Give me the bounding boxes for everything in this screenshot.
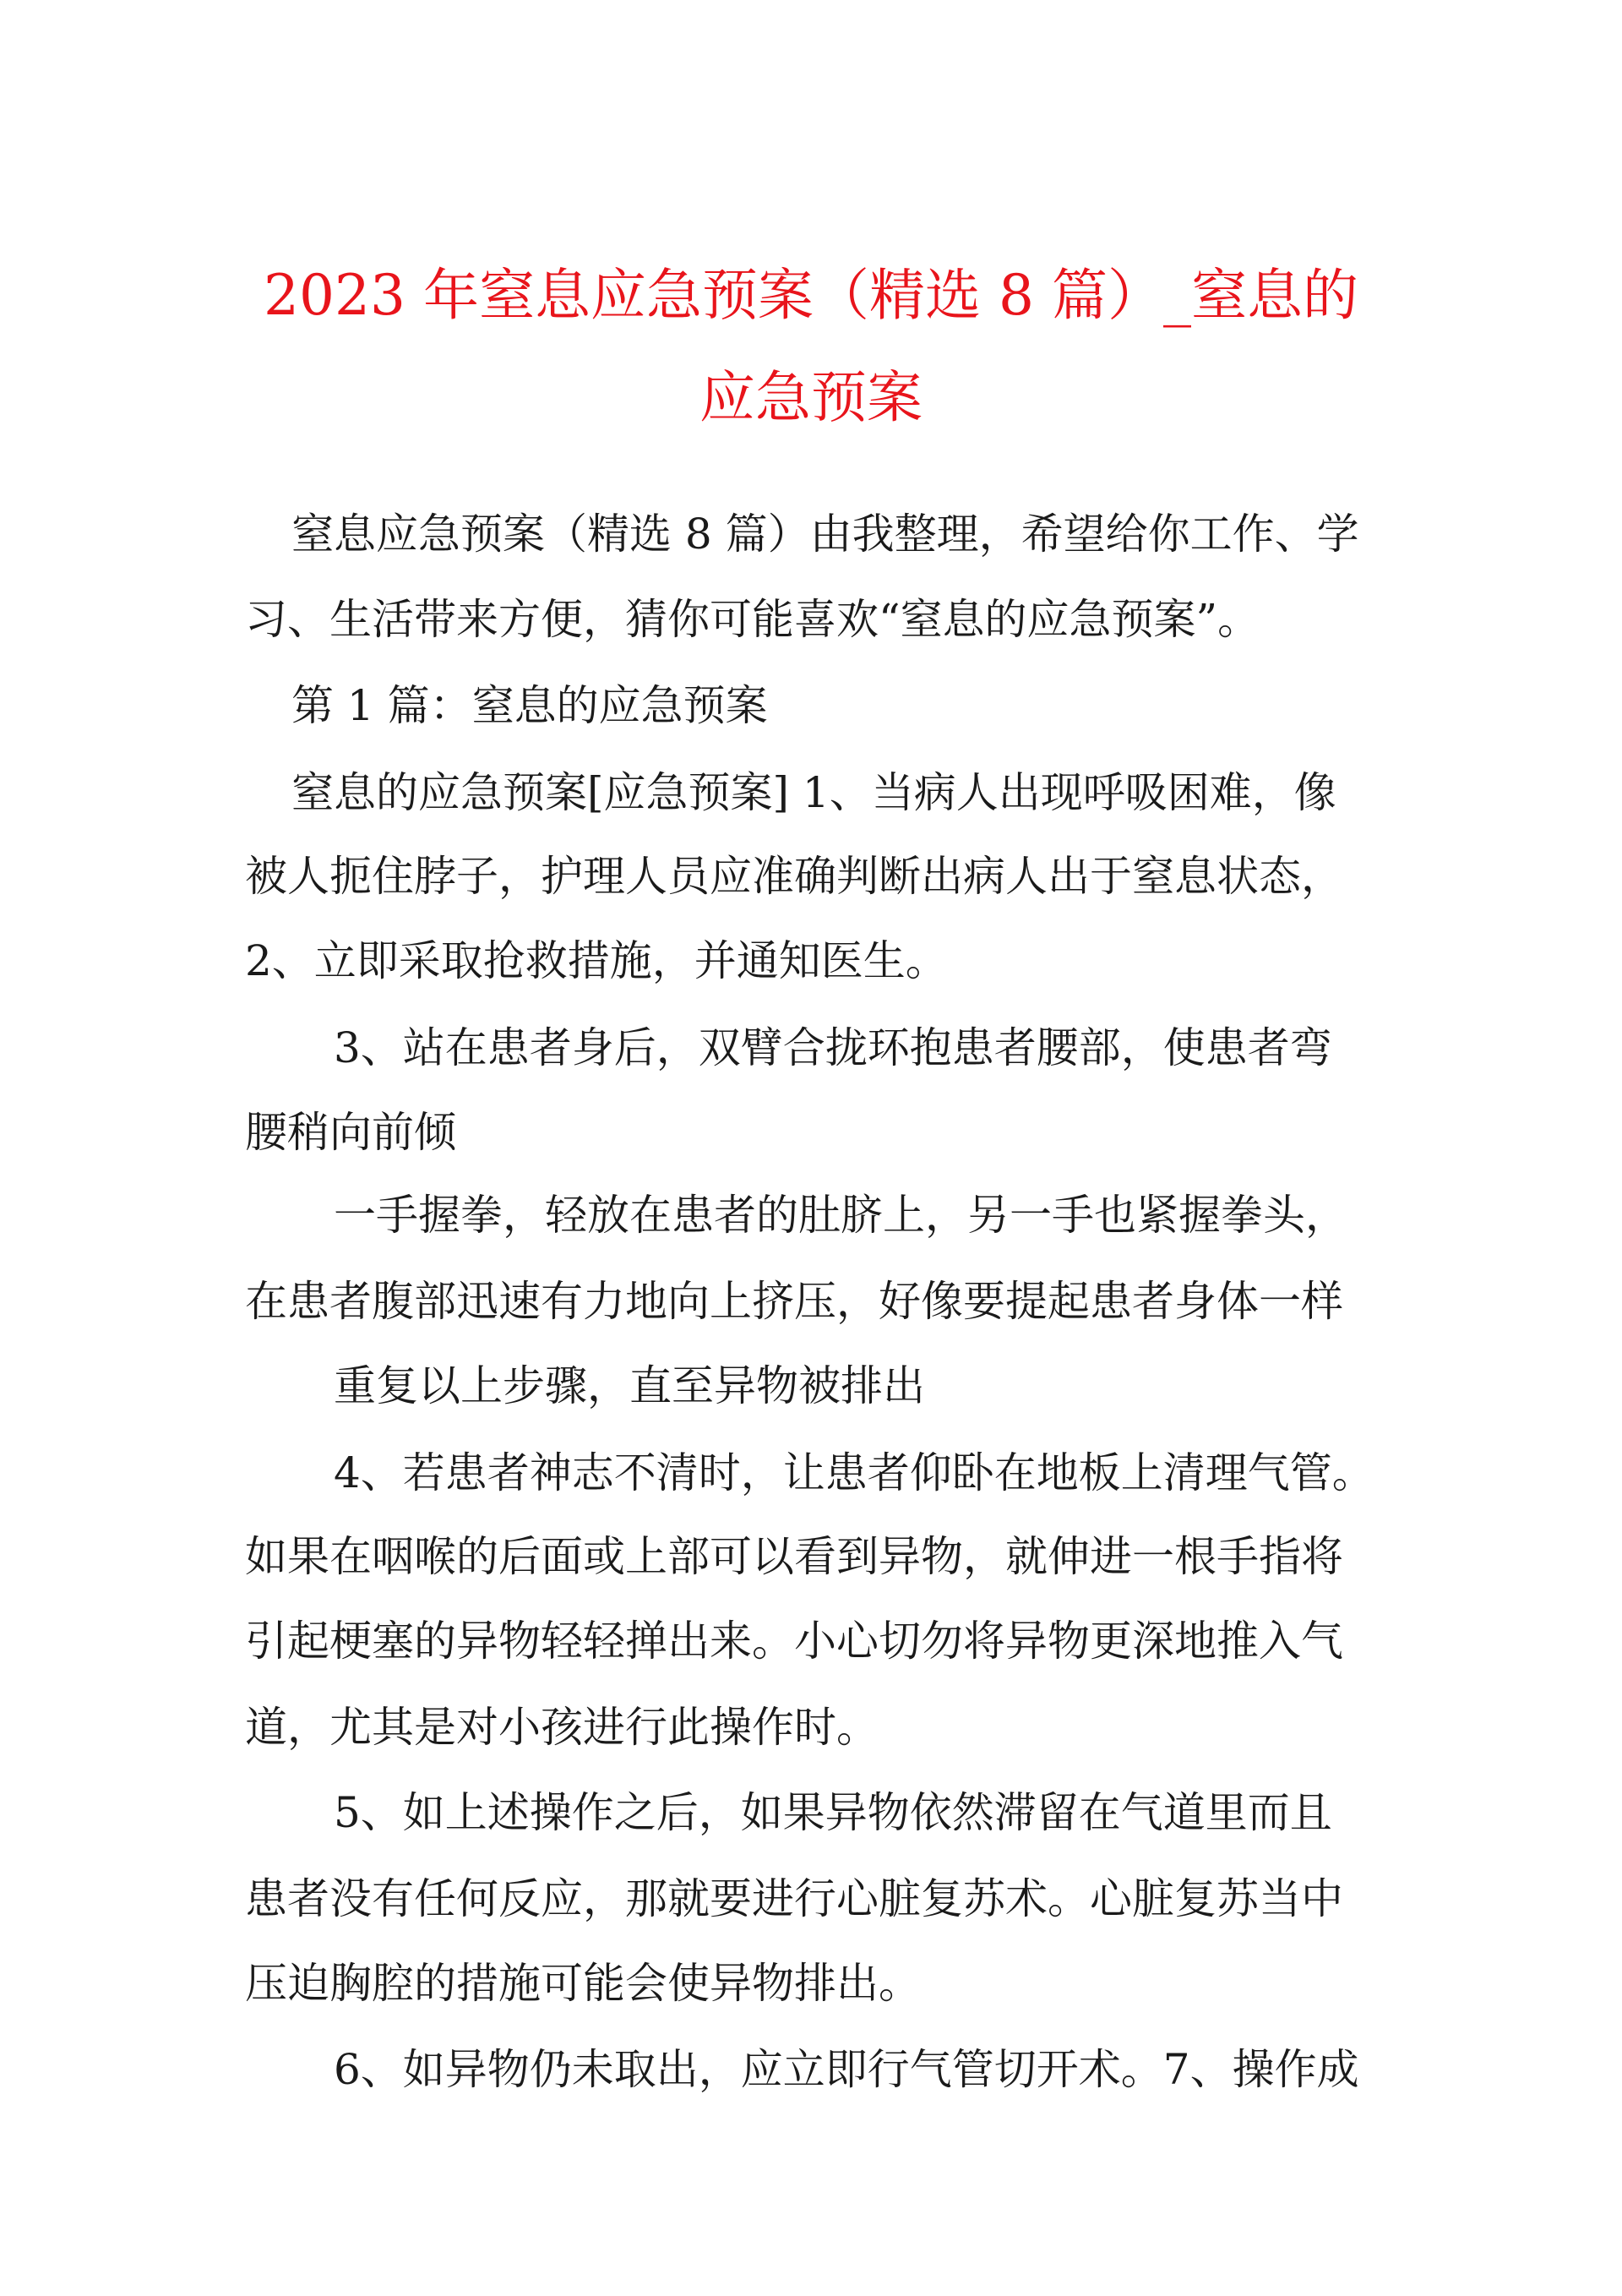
- body-line: 腰稍向前倾: [245, 1108, 456, 1157]
- document-title-line-2: 应急预案: [699, 365, 923, 430]
- body-line: 窒息应急预案（精选 8 篇）由我整理，希望给你工作、学: [291, 510, 1359, 559]
- body-line: 道，尤其是对小孩进行此操作时。: [245, 1703, 879, 1752]
- document-title-line-1: 2023 年窒息应急预案（精选 8 篇）_窒息的: [264, 263, 1358, 328]
- body-line: 习、生活带来方便，猜你可能喜欢“窒息的应急预案”。: [245, 595, 1260, 644]
- body-line: 6、如异物仍未取出，应立即行气管切开术。7、操作成: [334, 2045, 1359, 2094]
- body-line: 5、如上述操作之后，如果异物依然滞留在气道里而且: [334, 1788, 1332, 1837]
- body-line: 引起梗塞的异物轻轻掸出来。小心切勿将异物更深地推入气: [245, 1617, 1343, 1666]
- body-line: 患者没有任何反应，那就要进行心脏复苏术。心脏复苏当中: [245, 1874, 1343, 1923]
- body-line: 2、立即采取抢救措施，并通知医生。: [245, 936, 948, 985]
- body-line: 窒息的应急预案[应急预案] 1、当病人出现呼吸困难，像: [291, 768, 1336, 817]
- body-line: 压迫胸腔的措施可能会使异物排出。: [245, 1959, 921, 2008]
- body-line: 3、站在患者身后，双臂合拢环抱患者腰部，使患者弯: [334, 1023, 1332, 1072]
- body-line: 一手握拳，轻放在患者的肚脐上，另一手也紧握拳头，: [334, 1191, 1347, 1240]
- section-heading: 第 1 篇：窒息的应急预案: [291, 681, 768, 730]
- body-line: 4、若患者神志不清时，让患者仰卧在地板上清理气管。: [334, 1448, 1374, 1497]
- body-line: 如果在咽喉的后面或上部可以看到异物，就伸进一根手指将: [245, 1532, 1343, 1581]
- body-line: 重复以上步骤，直至异物被排出: [334, 1361, 925, 1410]
- body-line: 被人扼住脖子，护理人员应准确判断出病人出于窒息状态，: [245, 852, 1343, 901]
- body-line: 在患者腹部迅速有力地向上挤压，好像要提起患者身体一样: [245, 1277, 1343, 1326]
